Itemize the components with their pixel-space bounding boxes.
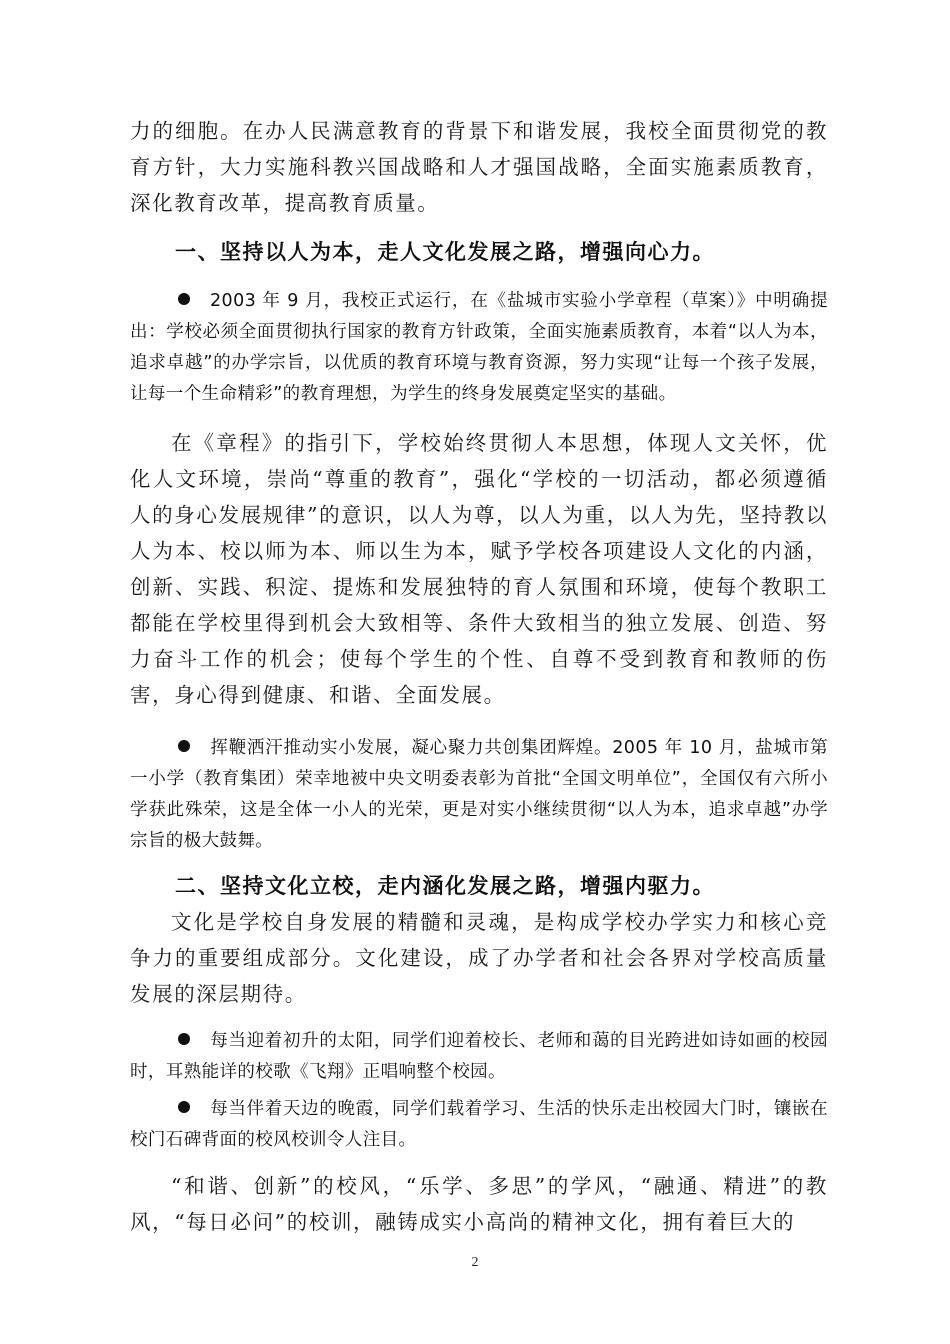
- bullet-item-4: [130, 1094, 828, 1156]
- page-number: 2: [471, 1255, 479, 1270]
- paragraph-culture: 文化是学校自身发展的精髓和灵魂，是构成学校办学实力和核心竞争力的重要组成部分。文化建设，成了办学者和社会各界对学校高质量发展的深层期待。: [130, 910, 828, 1006]
- section-heading-1: 一、坚持以人为本，走人文化发展之路，增强向心力。: [175, 240, 715, 264]
- bullet-text: 2003 年 9 月，我校正式运行，在《盐城市实验小学章程（草案）》中明确提出：学校必须全面贯彻执行国家的教育方针政策，全面实施素质教育，本着“以人为本，追求卓越”的办学宗旨，以优质的教育环境与教育资源，努力实现“让每一个孩子发展，让每一个生命精彩”的教育理想，为学生的终身发展奠定坚实的基础。: [130, 291, 828, 404]
- bullet-text: 每当迎着初升的太阳，同学们迎着校长、老师和蔼的目光跨进如诗如画的校园时，耳熟能详的校歌《飞翔》正唱响整个校园。: [130, 1031, 828, 1082]
- bullet-icon: [178, 293, 190, 305]
- bullet-item-3: [130, 1026, 828, 1088]
- bullet-icon: [178, 740, 190, 752]
- bullet-text: 每当伴着天边的晚霞，同学们载着学习、生活的快乐走出校园大门时，镶嵌在校门石碑背面的校风校训令人注目。: [130, 1099, 828, 1150]
- paragraph-continuation: 力的细胞。在办人民满意教育的背景下和谐发展，我校全面贯彻党的教育方针，大力实施科教兴国战略和人才强国战略，全面实施素质教育，深化教育改革，提高教育质量。: [130, 119, 828, 215]
- paragraph-charter: 在《章程》的指引下，学校始终贯彻人本思想，体现人文关怀，优化人文环境，崇尚“尊重的教育”，强化“学校的一切活动，都必须遵循人的身心发展规律”的意识，以人为尊，以人为重，以人为先，坚持教以人为本、校以师为本、师以生为本，赋予学校各项建设人文化的内涵，创新、实践、积淀、提炼和发展独特的育人氛围和环境，使每个教职工都能在学校里得到机会大致相等、条件大致相当的独立发展、创造、努力奋斗工作的机会；使每个学生的个性、自尊不受到教育和教师的伤害，身心得到健康、和谐、全面发展。: [130, 431, 828, 707]
- bullet-text: 挥鞭洒汗推动实小发展，凝心聚力共创集团辉煌。2005 年 10 月，盐城市第一小学（教育集团）荣幸地被中央文明委表彰为首批“全国文明单位”，全国仅有六所小学获此殊荣，这是全体一小人的光荣，更是对实小继续贯彻“以人为本，追求卓越”办学宗旨的极大鼓舞。: [130, 738, 828, 851]
- paragraph-school-motto: “和谐、创新”的校风，“乐学、多思”的学风，“融通、精进”的教风，“每日必问”的校训，融铸成实小高尚的精神文化，拥有着巨大的: [130, 1174, 828, 1234]
- bullet-icon: [178, 1033, 190, 1045]
- section-heading-2: 二、坚持文化立校，走内涵化发展之路，增强内驱力。: [175, 874, 715, 898]
- bullet-icon: [178, 1101, 190, 1113]
- bullet-item-2: [130, 733, 828, 857]
- bullet-item-1: [130, 286, 828, 410]
